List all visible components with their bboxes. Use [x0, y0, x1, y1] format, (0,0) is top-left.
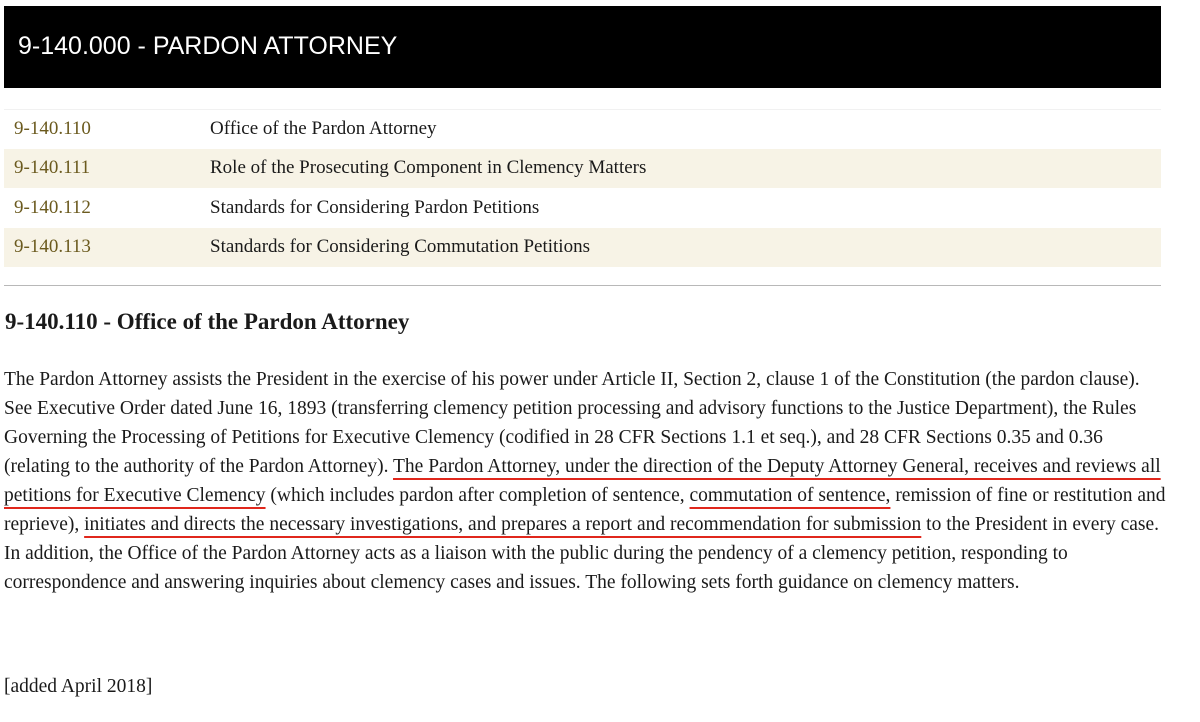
- toc-row: [4, 228, 1161, 268]
- toc-title: Standards for Considering Commutation Petitions: [210, 236, 590, 258]
- paragraph-text: to the President in every case. In addition, the Office of the Pardon Attorney acts as a liaison with the public during the pendency of a clemency petition, responding to correspondence and answering inquiries about clemency cases and issues. The following sets forth guidance on clemency matters.: [4, 514, 1160, 593]
- paragraph-text: remission of fine or restitution and reprieve),: [4, 485, 1166, 535]
- toc-title: Role of the Prosecuting Component in Clemency Matters: [210, 157, 647, 179]
- underlined-passage: commutation of sentence,: [689, 485, 891, 506]
- underlined-passage: initiates and directs the necessary investigations, and prepares a report and recommendation for submission: [84, 514, 922, 535]
- paragraph-text: The Pardon Attorney assists the President in the exercise of his power under Article II, Section 2, clause 1 of the Constitution (the pardon clause). See Executive Order dated June 16, 1893 (transferring clemency petition processing and advisory functions to the Justice Department), the Rules Governing the Processing of Petitions for Executive Clemency (codified in 28 CFR Sections 1.1 et seq.), and 28 CFR Sections 0.35 and 0.36 (relating to the authority of the Pardon Attorney).: [4, 369, 1140, 477]
- toc-row: [4, 149, 1161, 189]
- revision-note: [added April 2018]: [4, 676, 153, 697]
- toc-link-9-140-112[interactable]: 9-140.112: [14, 196, 91, 218]
- section-body-paragraph: [4, 365, 1172, 597]
- section-heading: 9-140.110 - Office of the Pardon Attorney: [5, 309, 410, 334]
- page-title: 9-140.000 - PARDON ATTORNEY: [18, 31, 398, 60]
- section-divider: [4, 285, 1161, 286]
- toc-link-9-140-111[interactable]: 9-140.111: [14, 157, 91, 179]
- toc-title: Office of the Pardon Attorney: [210, 117, 437, 139]
- table-of-contents: [4, 109, 1161, 267]
- paragraph-text: (which includes pardon after completion of sentence,: [265, 485, 690, 506]
- page-header-bar: [4, 6, 1161, 88]
- underlined-passage: The Pardon Attorney, under the direction of the Deputy Attorney General, receives and reviews all petitions for Executive Clemency: [4, 456, 1161, 506]
- toc-link-9-140-110[interactable]: 9-140.110: [14, 117, 91, 139]
- toc-row: [4, 188, 1161, 228]
- toc-title: Standards for Considering Pardon Petitions: [210, 196, 540, 218]
- toc-row: [4, 109, 1161, 149]
- toc-link-9-140-113[interactable]: 9-140.113: [14, 236, 91, 258]
